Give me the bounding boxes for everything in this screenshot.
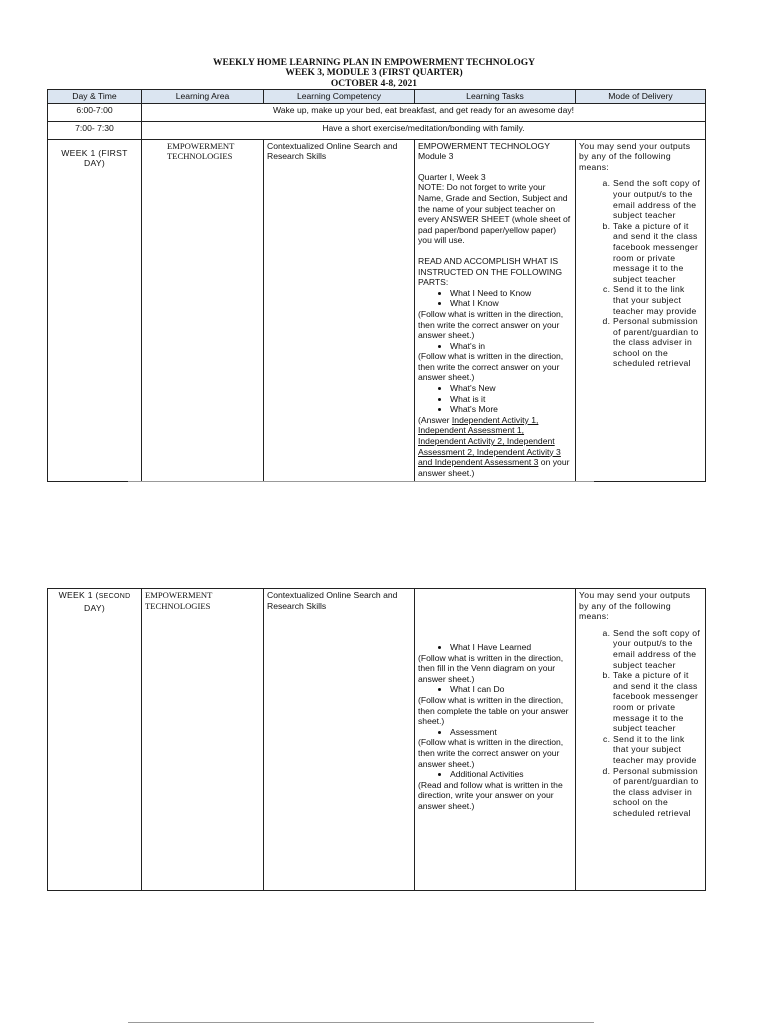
day2-learning-tasks xyxy=(415,589,576,891)
day2-day-second: SECOND xyxy=(98,593,131,600)
header-row xyxy=(48,90,706,104)
task-item: • What's New xyxy=(450,383,572,394)
task-item: • What is it xyxy=(450,394,572,405)
task-list xyxy=(418,288,572,309)
task-item: • What I Have Learned xyxy=(450,642,572,653)
day2-day-suffix: DAY) xyxy=(83,602,106,613)
routine-activity: Have a short exercise/meditation/bonding with family. xyxy=(142,121,706,139)
col-header-day-time: Day & Time xyxy=(48,90,142,104)
day1-mode-of-delivery xyxy=(576,139,706,481)
day2-competency: Contextualized Online Search and Research Skills xyxy=(264,589,415,891)
task-list xyxy=(418,727,572,738)
task-direction: (Follow what is written in the direction, then write the correct answer on your answer sheet.) xyxy=(418,737,564,769)
task-list xyxy=(418,769,572,780)
answer-prefix: (Answer xyxy=(418,414,452,425)
module-title: EMPOWERMENT TECHNOLOGY Module 3 xyxy=(418,140,550,162)
day2-row xyxy=(48,589,706,891)
task-item: • What's in xyxy=(450,341,572,352)
routine-row xyxy=(48,103,706,121)
delivery-option: a. Send the soft copy of your output/s to the email address of the subject teacher xyxy=(613,628,702,670)
task-item: • Assessment xyxy=(450,727,572,738)
task-direction: (Follow what is written in the direction, then fill in the Venn diagram on your answer sheet.) xyxy=(418,652,564,684)
routine-row xyxy=(48,121,706,139)
task-direction: (Follow what is written in the direction, then write the correct answer on your answer sheet.) xyxy=(418,308,564,341)
plan-title: WEEKLY HOME LEARNING PLAN IN EMPOWERMENT TECHNOLOGY xyxy=(213,58,535,68)
task-item: • What I Know xyxy=(450,298,572,309)
day2-day-prefix: WEEK 1 ( xyxy=(58,590,99,600)
quarter-week: Quarter I, Week 3 xyxy=(418,171,486,182)
delivery-option: b. Take a picture of it and send it the class facebook messenger room or private message it to the subject teacher xyxy=(613,670,702,734)
col-header-learning-tasks: Learning Tasks xyxy=(415,90,576,104)
task-direction: (Follow what is written in the direction, then complete the table on your answer sheet.) xyxy=(418,694,569,727)
delivery-option: b. Take a picture of it and send it the class facebook messenger room or private message it to the subject teacher xyxy=(613,221,702,285)
plan-dates: OCTOBER 4-8, 2021 xyxy=(330,79,418,89)
delivery-intro: You may send your outputs by any of the following means: xyxy=(579,140,691,172)
task-list xyxy=(418,642,572,653)
delivery-option: a. Send the soft copy of your output/s to the email address of the subject teacher xyxy=(613,178,702,220)
page-bottom-rule xyxy=(128,1022,594,1023)
answer-suffix: on your answer sheet.) xyxy=(418,457,570,478)
task-item: • What's More xyxy=(450,404,572,415)
task-list xyxy=(418,383,572,415)
routine-time: 7:00- 7:30 xyxy=(48,121,142,139)
day1-row xyxy=(48,139,706,481)
day2-day xyxy=(48,589,142,891)
plan-table-day2 xyxy=(47,588,706,891)
answer-sheet-note: NOTE: Do not forget to write your Name, Grade and Section, Subject and the name of your subject teacher on every ANSWER SHEET (whole sheet of pad paper/bond paper/yellow paper) you will use. xyxy=(418,182,571,246)
task-item: • Additional Activities xyxy=(450,769,572,780)
plan-subtitle: WEEK 3, MODULE 3 (FIRST QUARTER) xyxy=(285,68,463,78)
task-direction: (Read and follow what is written in the direction, write your answer on your answer sheet.) xyxy=(418,779,563,811)
delivery-option: d. Personal submission of parent/guardian to the class adviser in school on the scheduled retrieval xyxy=(613,316,702,369)
day1-learning-area: EMPOWERMENT TECHNOLOGIES xyxy=(142,139,264,481)
instruction-heading: READ AND ACCOMPLISH WHAT IS INSTRUCTED ON THE FOLLOWING PARTS: xyxy=(418,255,563,288)
day1-competency: Contextualized Online Search and Research Skills xyxy=(264,139,415,481)
delivery-means-list xyxy=(579,178,702,369)
day2-learning-area: EMPOWERMENT TECHNOLOGIES xyxy=(142,589,264,891)
col-header-learning-competency: Learning Competency xyxy=(264,90,415,104)
delivery-means-list xyxy=(579,628,702,819)
col-header-mode-of-delivery: Mode of Delivery xyxy=(576,90,706,104)
task-item: • What I Need to Know xyxy=(450,288,572,299)
routine-activity: Wake up, make up your bed, eat breakfast, and get ready for an awesome day! xyxy=(142,103,706,121)
day2-mode-of-delivery xyxy=(576,589,706,891)
activities-to-answer: Independent Activity 1, Independent Assessment 1, Independent Activity 2, Independent Assessment 2, Independent Activity 3 and Independent Assessment 3 xyxy=(418,414,561,468)
day1-day: WEEK 1 (FIRST DAY) xyxy=(48,139,142,481)
delivery-option: c. Send it to the link that your subject teacher may provide xyxy=(613,734,702,766)
routine-time: 6:00-7:00 xyxy=(48,103,142,121)
delivery-intro: You may send your outputs by any of the following means: xyxy=(579,590,691,622)
task-list xyxy=(418,341,572,352)
task-direction: (Follow what is written in the direction, then write the correct answer on your answer sheet.) xyxy=(418,351,564,383)
task-item: • What I can Do xyxy=(450,684,572,695)
col-header-learning-area: Learning Area xyxy=(142,90,264,104)
delivery-option: c. Send it to the link that your subject teacher may provide xyxy=(613,284,702,316)
day1-learning-tasks xyxy=(415,139,576,481)
plan-table-day1 xyxy=(47,89,706,482)
delivery-option: d. Personal submission of parent/guardian to the class adviser in school on the scheduled retrieval xyxy=(613,766,702,819)
answer-instruction xyxy=(418,415,572,479)
page-footer-rule xyxy=(128,481,594,482)
task-list xyxy=(418,684,572,695)
